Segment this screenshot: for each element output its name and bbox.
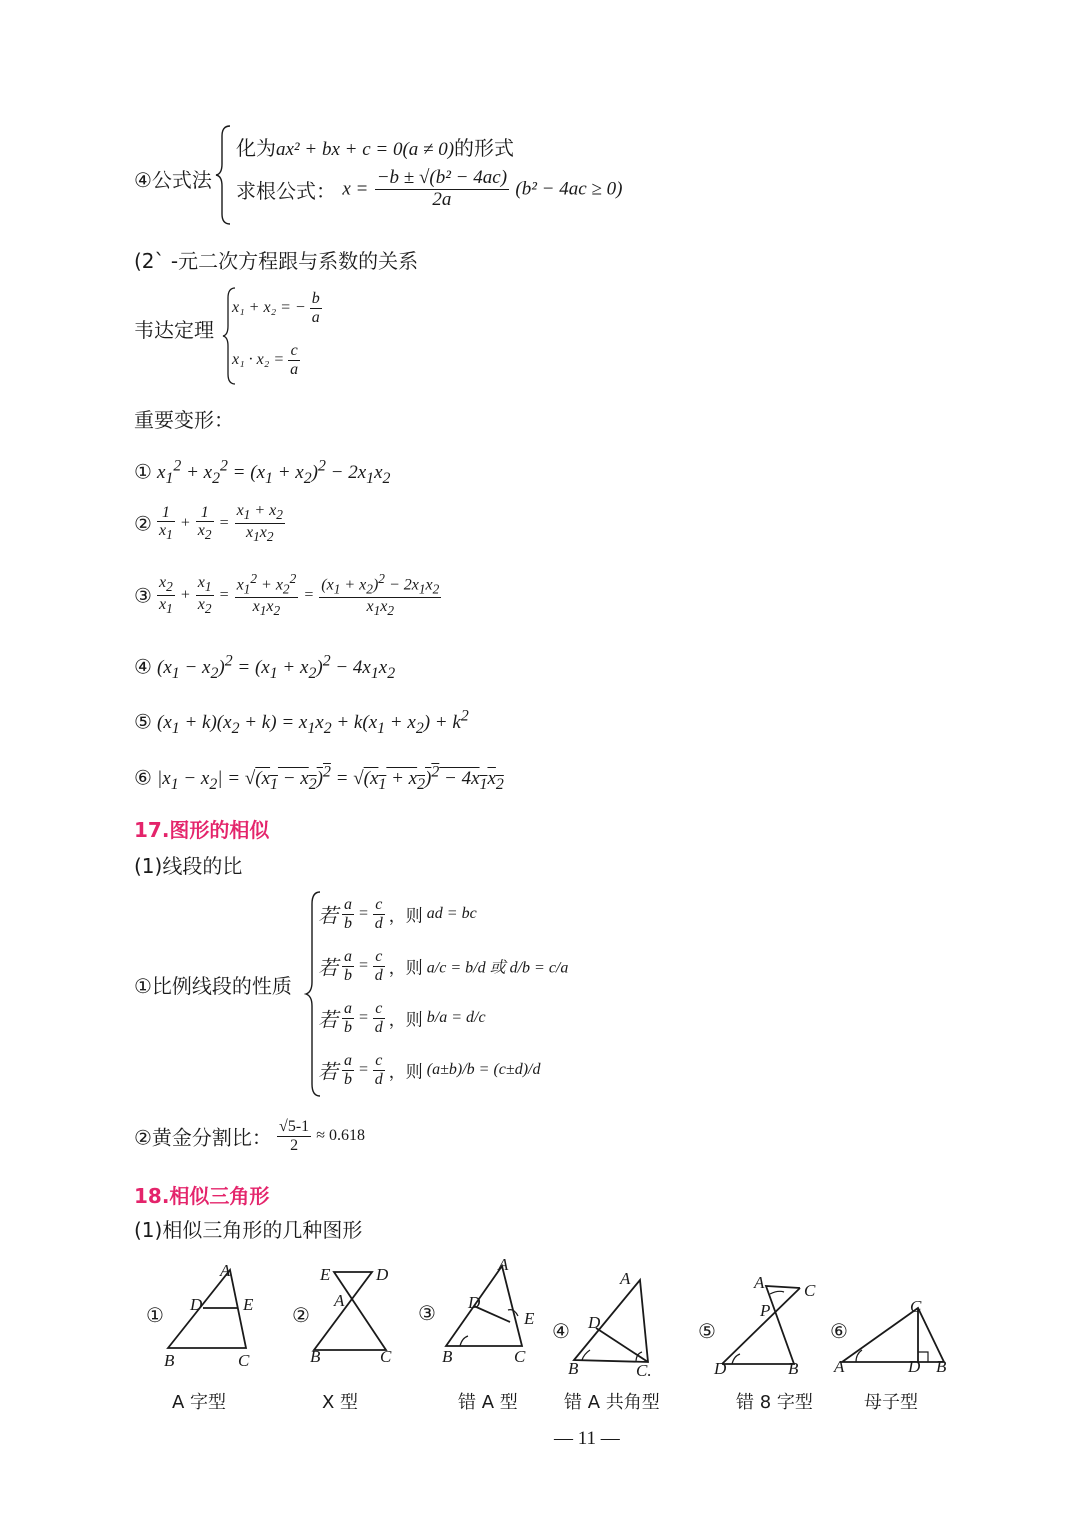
svg-text:P: P xyxy=(760,1301,771,1320)
vieta-product: x₁ · x₂ = $\frac{c}{a}$ xyxy=(232,342,299,378)
svg-text:A: A xyxy=(498,1255,509,1274)
svg-text:C: C xyxy=(804,1281,816,1300)
svg-text:C: C xyxy=(380,1347,392,1366)
svg-text:B: B xyxy=(442,1347,453,1366)
proportion-row-2: 若 $\frac{a}{b}$ = $\frac{c}{d}$ ，则 a/c = b/d 或 d/b = c/a xyxy=(318,948,569,984)
transform-4: ④ $(x_1 - x_2)^2 = (x_1 + x_2)^2 - 4x_1x_2$ xyxy=(134,653,396,683)
svg-text:A: A xyxy=(334,1291,345,1310)
formula-method-line1: 化为ax² + bx + c = 0(a ≠ 0)的形式 xyxy=(236,136,515,160)
svg-text:D: D xyxy=(468,1293,481,1312)
svg-text:B: B xyxy=(936,1357,947,1376)
figure-6-caption: 母子型 xyxy=(864,1392,918,1413)
quadratic-formula-fraction: $\frac{\text{−b ± √(b² − 4ac)}}{2a}$ xyxy=(376,167,508,210)
vieta-label: 韦达定理 xyxy=(134,318,214,342)
svg-text:D: D xyxy=(588,1313,601,1332)
transform-5: ⑤ $(x_1 + k)(x_2 + k) = x_1x_2 + k(x_1 + x_2) + k^2$ xyxy=(134,708,469,738)
formula-method-brace xyxy=(214,124,234,226)
svg-text:E: E xyxy=(524,1309,535,1328)
heading-18: 18.相似三角形 xyxy=(134,1184,270,1208)
svg-text:C: C xyxy=(238,1351,250,1370)
svg-text:C.: C. xyxy=(636,1361,652,1380)
formula-method-line2: 求根公式： x = $\frac{\text{−b ± √(b² − 4ac)}}{2a}$ (b² − 4ac ≥ 0) xyxy=(236,167,623,210)
svg-text:D: D xyxy=(376,1265,389,1284)
golden-ratio: ②黄金分割比： $\frac{√5-1}{2}$ ≈ 0.618 xyxy=(134,1118,366,1154)
proportion-label: ①比例线段的性质 xyxy=(134,974,292,998)
svg-text:B: B xyxy=(310,1347,321,1366)
svg-text:D: D xyxy=(190,1295,203,1314)
svg-text:C: C xyxy=(514,1347,526,1366)
proportion-row-1: 若 $\frac{a}{b}$ = $\frac{c}{d}$ ，则 ad = bc xyxy=(318,896,477,932)
proportion-row-4: 若 $\frac{a}{b}$ = $\frac{c}{d}$ ，则 (a±b)/b = (c±d)/d xyxy=(318,1052,541,1088)
transform-6: ⑥ $|x_1 - x_2| = √(x_1 - x_2)^2 = √(x_1 + x_2)^2 - 4x_1x_2$ xyxy=(134,764,504,794)
figure-5-mark: ⑤ xyxy=(698,1321,716,1343)
svg-text:D: D xyxy=(714,1359,727,1378)
figure-3-mark: ③ xyxy=(418,1303,436,1325)
figure-5-caption: 错 8 字型 xyxy=(736,1392,813,1413)
transform-1: ① $x_1^2 + x_2^2 = (x_1 + x_2)^2 - 2x_1x_2$ xyxy=(134,458,391,488)
page-number: — 11 — xyxy=(554,1428,620,1449)
svg-text:E: E xyxy=(243,1295,254,1314)
figure-6-mark: ⑥ xyxy=(830,1321,848,1343)
svg-text:C: C xyxy=(910,1297,922,1316)
transform-2: ② $\frac{1}{x_1}$ + $\frac{1}{x_2}$ = $\frac{x_1 + x_2}{x_1x_2}$ xyxy=(134,502,283,545)
proportion-row-3: 若 $\frac{a}{b}$ = $\frac{c}{d}$ ，则 b/a = d/c xyxy=(318,1000,486,1036)
svg-text:A: A xyxy=(754,1273,765,1292)
section-17-1: (1)线段的比 xyxy=(134,854,243,878)
heading-17: 17.图形的相似 xyxy=(134,818,270,842)
figure-4-mark: ④ xyxy=(552,1321,570,1343)
formula-method-label: ④公式法 xyxy=(134,168,212,192)
figure-2-mark: ② xyxy=(292,1305,310,1327)
svg-text:E: E xyxy=(320,1265,331,1284)
svg-text:A: A xyxy=(834,1357,845,1376)
section-18-1: (1)相似三角形的几种图形 xyxy=(134,1218,363,1242)
figure-2-caption: X 型 xyxy=(322,1392,359,1413)
svg-text:A: A xyxy=(220,1261,231,1280)
svg-text:D: D xyxy=(908,1357,921,1376)
svg-text:B: B xyxy=(788,1359,799,1378)
similar-triangles-figures xyxy=(0,1250,1080,1420)
section-2-title: (2` -元二次方程跟与系数的关系 xyxy=(134,249,419,273)
svg-text:A: A xyxy=(620,1269,631,1288)
svg-text:B: B xyxy=(568,1359,579,1378)
figure-1-caption: A 字型 xyxy=(172,1392,227,1413)
vieta-sum: x₁ + x₂ = − $\frac{b}{a}$ xyxy=(232,290,320,326)
figure-1-mark: ① xyxy=(146,1305,164,1327)
svg-text:B: B xyxy=(164,1351,175,1370)
transform-3: ③ $\frac{x_2}{x_1}$ + $\frac{x_1}{x_2}$ = $\frac{x_1^2 + x_2^2}{x_1x_2}$ = $\frac{(x_1 + x_2)^2 - 2x_1x_2}{x_1x_2}$ xyxy=(134,571,440,619)
figure-4-caption: 错 A 共角型 xyxy=(564,1392,660,1413)
figure-3-caption: 错 A 型 xyxy=(458,1392,518,1413)
transforms-title: 重要变形： xyxy=(134,408,234,432)
